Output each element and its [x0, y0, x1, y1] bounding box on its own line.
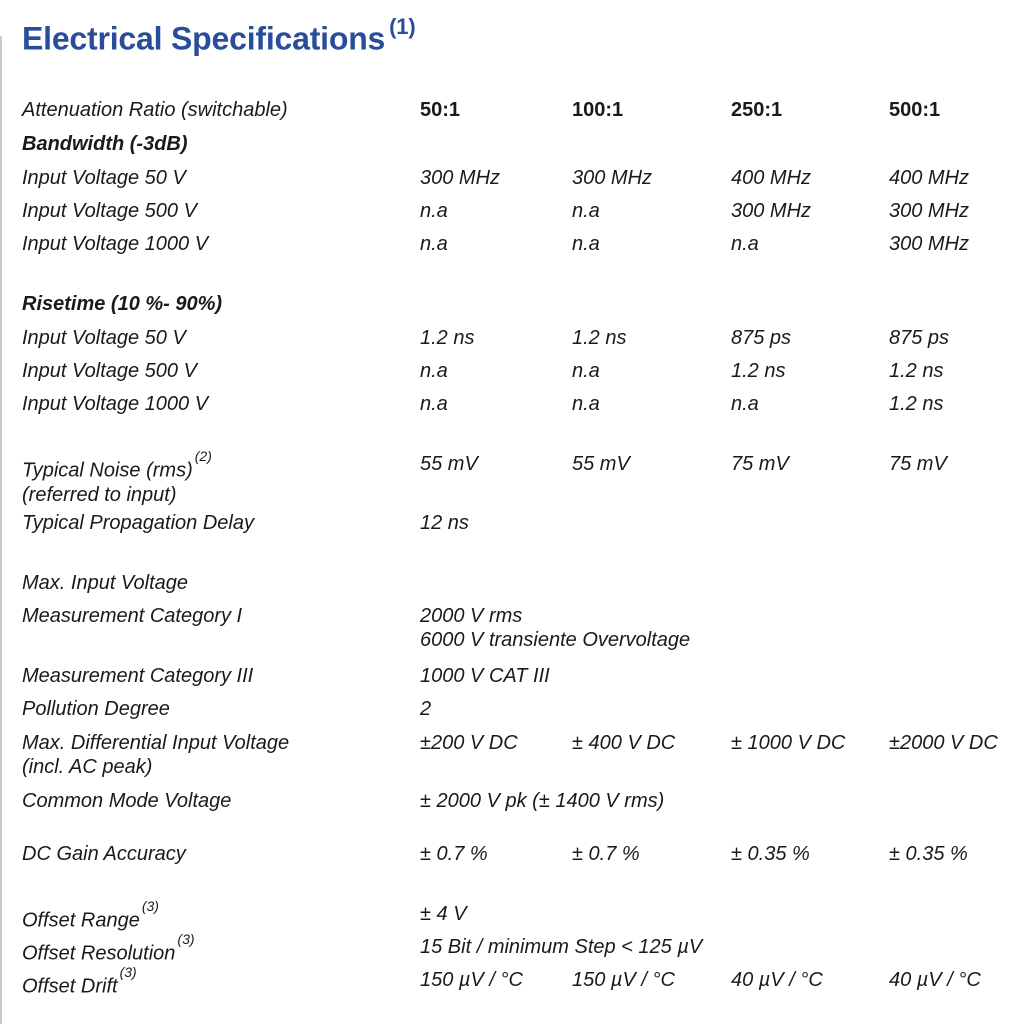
- spec-value: ±200 V DC: [420, 732, 518, 754]
- spec-value: 75 mV: [731, 453, 789, 475]
- spec-value: 875 ps: [889, 327, 950, 349]
- spec-value: ± 0.7 %: [572, 843, 640, 865]
- noise-label-text: Typical Noise (rms): [22, 459, 193, 482]
- noise-row: [0, 448, 1018, 506]
- spec-value: ± 0.7 %: [420, 843, 488, 865]
- offset-range-value: ± 4 V: [420, 903, 467, 925]
- delay-label: Typical Propagation Delay: [22, 512, 254, 534]
- attenuation-label: Attenuation Ratio (switchable): [22, 99, 288, 121]
- spec-value: 40 µV / °C: [889, 969, 981, 991]
- spec-value: ± 0.35 %: [889, 843, 968, 865]
- common-row: [0, 789, 1018, 819]
- spec-row: [0, 199, 1018, 229]
- spec-value: n.a: [420, 393, 448, 415]
- pollution-value: 2: [420, 698, 432, 720]
- spec-value: 875 ps: [731, 327, 792, 349]
- spec-value: 55 mV: [420, 453, 478, 475]
- spec-value: ± 0.35 %: [731, 843, 810, 865]
- spec-value: 300 MHz: [889, 200, 970, 222]
- offset-range-footnote: (3): [141, 898, 159, 914]
- spec-value: n.a: [572, 393, 600, 415]
- spec-value: n.a: [731, 393, 759, 415]
- pollution-row: [0, 697, 1018, 727]
- cat3-row: [0, 664, 1018, 694]
- cat1-value-line1: 2000 V rms: [420, 605, 523, 627]
- noise-label: [22, 448, 212, 507]
- spec-value: 300 MHz: [572, 167, 653, 189]
- spec-value: ± 1000 V DC: [731, 732, 846, 754]
- offset-drift-label-text: Offset Drift: [22, 975, 118, 998]
- spec-value: ±2000 V DC: [889, 732, 998, 754]
- spec-label: Input Voltage 500 V: [22, 360, 197, 382]
- spec-value: 150 µV / °C: [420, 969, 523, 991]
- spec-value: n.a: [420, 200, 448, 222]
- max-input-label: Max. Input Voltage: [22, 572, 189, 594]
- spec-label: Input Voltage 50 V: [22, 167, 186, 189]
- delay-row: [0, 511, 1018, 541]
- offset-res-footnote: (3): [177, 931, 195, 947]
- offset-drift-label: [22, 964, 137, 999]
- spec-value: 1.2 ns: [420, 327, 475, 349]
- spec-value: 400 MHz: [731, 167, 812, 189]
- max-input-row: [0, 571, 1018, 601]
- noise-footnote: (2): [194, 448, 212, 464]
- spec-value: 300 MHz: [889, 233, 970, 255]
- spec-row: [0, 166, 1018, 196]
- page-title: [22, 14, 416, 58]
- common-value: ± 2000 V pk (± 1400 V rms): [420, 790, 665, 812]
- cat1-label: Measurement Category I: [22, 605, 243, 627]
- ratio-250: 250:1: [731, 99, 783, 121]
- spec-value: ± 400 V DC: [572, 732, 676, 754]
- spec-row: [0, 232, 1018, 262]
- spec-label: Input Voltage 500 V: [22, 200, 197, 222]
- offset-drift-footnote: (3): [119, 964, 137, 980]
- spec-label: Input Voltage 1000 V: [22, 393, 209, 415]
- cat1-value-line2: 6000 V transiente Overvoltage: [420, 629, 691, 651]
- spec-value: n.a: [420, 360, 448, 382]
- offset-range-label-text: Offset Range: [22, 909, 140, 932]
- diff-label-line2: (incl. AC peak): [22, 756, 153, 778]
- spec-value: n.a: [420, 233, 448, 255]
- spec-value: 1.2 ns: [889, 393, 944, 415]
- common-label: Common Mode Voltage: [22, 790, 232, 812]
- risetime-heading-row: [0, 292, 1018, 322]
- noise-label-line2: (referred to input): [22, 483, 177, 506]
- risetime-heading: Risetime (10 %- 90%): [22, 293, 223, 315]
- page-title-text: Electrical Specifications: [22, 20, 386, 57]
- ratio-100: 100:1: [572, 99, 624, 121]
- spec-row: [0, 359, 1018, 389]
- spec-value: 300 MHz: [731, 200, 812, 222]
- spec-value: n.a: [572, 200, 600, 222]
- spec-value: 55 mV: [572, 453, 630, 475]
- offset-drift-row: [0, 964, 1018, 998]
- dcgain-label: DC Gain Accuracy: [22, 843, 186, 865]
- delay-value: 12 ns: [420, 512, 469, 534]
- cat3-label: Measurement Category III: [22, 665, 254, 687]
- pollution-label: Pollution Degree: [22, 698, 170, 720]
- spec-label: Input Voltage 50 V: [22, 327, 186, 349]
- spec-row: [0, 326, 1018, 356]
- cat1-value: [420, 604, 690, 652]
- offset-range-label: [22, 898, 159, 933]
- cat1-row: [0, 604, 1018, 656]
- offset-res-label: [22, 931, 195, 966]
- attenuation-row: [0, 98, 1018, 128]
- cat3-value: 1000 V CAT III: [420, 665, 550, 687]
- title-footnote: (1): [389, 14, 416, 39]
- diff-row: [0, 731, 1018, 783]
- offset-res-row: [0, 931, 1018, 965]
- ratio-500: 500:1: [889, 99, 941, 121]
- offset-range-row: [0, 898, 1018, 932]
- offset-res-value: 15 Bit / minimum Step < 125 µV: [420, 936, 703, 958]
- spec-value: 400 MHz: [889, 167, 970, 189]
- spec-value: 1.2 ns: [731, 360, 786, 382]
- spec-value: 1.2 ns: [889, 360, 944, 382]
- diff-label: [22, 731, 289, 779]
- spec-value: n.a: [731, 233, 759, 255]
- spec-value: n.a: [572, 360, 600, 382]
- ratio-50: 50:1: [420, 99, 461, 121]
- diff-label-line1: Max. Differential Input Voltage: [22, 732, 290, 754]
- bandwidth-heading: Bandwidth (-3dB): [22, 133, 188, 155]
- spec-value: 75 mV: [889, 453, 947, 475]
- bandwidth-heading-row: [0, 132, 1018, 162]
- spec-row: [0, 392, 1018, 422]
- dcgain-row: [0, 842, 1018, 872]
- spec-value: 150 µV / °C: [572, 969, 675, 991]
- spec-value: n.a: [572, 233, 600, 255]
- spec-value: 40 µV / °C: [731, 969, 823, 991]
- offset-res-label-text: Offset Resolution: [22, 942, 176, 965]
- spec-value: 1.2 ns: [572, 327, 627, 349]
- spec-label: Input Voltage 1000 V: [22, 233, 209, 255]
- spec-value: 300 MHz: [420, 167, 501, 189]
